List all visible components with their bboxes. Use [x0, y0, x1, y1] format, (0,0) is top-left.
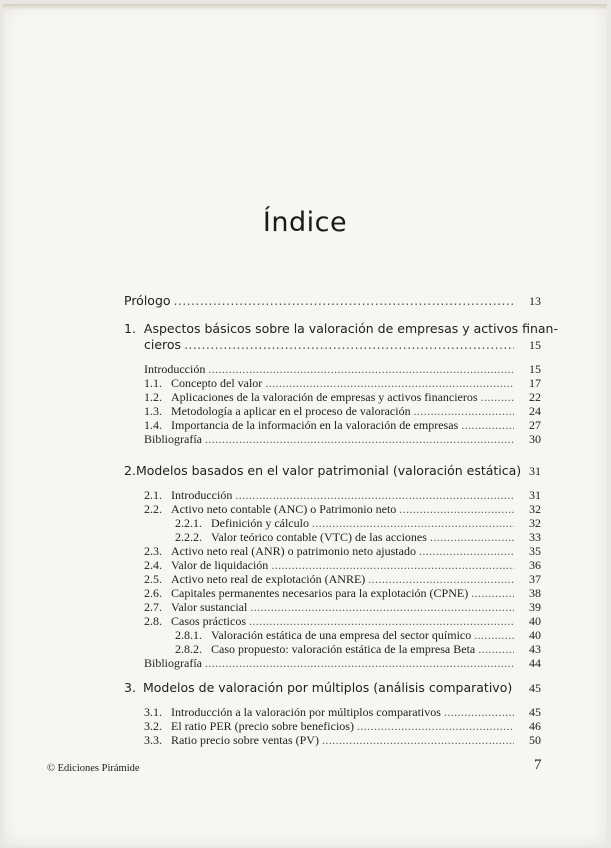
- toc-page: 15: [529, 338, 541, 352]
- toc-label: Valoración estática de una empresa del sector químico: [211, 628, 472, 642]
- toc-leader: [235, 488, 514, 503]
- toc-number: 3.: [124, 680, 136, 695]
- toc-number: 1.2.: [144, 390, 162, 404]
- toc-label: Importancia de la información en la valoración de empresas: [171, 418, 459, 432]
- toc-entry-2-1[interactable]: [144, 488, 541, 503]
- toc-entry-2-6[interactable]: [144, 586, 541, 601]
- toc-leader: [481, 390, 514, 405]
- toc-page: 32: [529, 516, 541, 530]
- toc-leader: [478, 642, 514, 657]
- toc-page: 44: [529, 656, 541, 670]
- toc-number: 3.1.: [144, 705, 162, 719]
- toc-entry-ch2-bibliografia[interactable]: [144, 656, 541, 671]
- toc-prologo[interactable]: [124, 293, 541, 309]
- toc-entry-2-2[interactable]: [144, 502, 541, 517]
- toc-label: Activo neto real (ANR) o patrimonio neto ajustado: [171, 544, 416, 558]
- toc-page: 40: [529, 628, 541, 642]
- toc-page: 39: [529, 600, 541, 614]
- toc-page: 40: [529, 614, 541, 628]
- toc-leader: [322, 733, 514, 748]
- toc-leader: [444, 705, 514, 720]
- toc-label: Valor teórico contable (VTC) de las acciones: [211, 530, 427, 544]
- toc-page: 31: [529, 464, 541, 478]
- toc-leader: [205, 656, 514, 671]
- toc-number: 1.4.: [144, 418, 162, 432]
- toc-leader: [312, 516, 514, 531]
- toc-number: 1.: [124, 321, 136, 336]
- toc-chapter-1[interactable]: [144, 337, 541, 353]
- toc-label: El ratio PER (precio sobre beneficios): [171, 719, 354, 733]
- toc-entry-ch1-intro[interactable]: [144, 362, 541, 377]
- toc-leader: [208, 362, 514, 377]
- toc-number: 2.2.2.: [175, 530, 202, 544]
- toc-chapter-1-title-line1[interactable]: [124, 321, 558, 336]
- toc-entry-3-1[interactable]: [144, 705, 541, 720]
- page-top-edge: [3, 4, 607, 10]
- toc-entry-1-4[interactable]: [144, 418, 541, 433]
- toc-leader: [271, 558, 514, 573]
- toc-entry-2-5[interactable]: [144, 572, 541, 587]
- toc-page: 22: [529, 390, 541, 404]
- toc-leader: [357, 719, 514, 734]
- toc-page: 33: [529, 530, 541, 544]
- toc-entry-2-4[interactable]: [144, 558, 541, 573]
- toc-leader: [174, 293, 514, 308]
- toc-page: 35: [529, 544, 541, 558]
- toc-label: Valor de liquidación: [171, 558, 269, 572]
- toc-page: 24: [529, 404, 541, 418]
- toc-leader: [250, 600, 514, 615]
- toc-number: 2.4.: [144, 558, 162, 572]
- toc-number: 2.2.: [144, 502, 162, 516]
- toc-entry-2-3[interactable]: [144, 544, 541, 559]
- toc-entry-2-8-1[interactable]: [175, 628, 541, 643]
- toc-label: Valor sustancial: [171, 600, 248, 614]
- toc-page: 43: [529, 642, 541, 656]
- toc-leader: [430, 530, 514, 545]
- toc-number: 3.2.: [144, 719, 162, 733]
- toc-leader: [249, 614, 514, 629]
- toc-label: Activo neto contable (ANC) o Patrimonio neto: [171, 502, 397, 516]
- toc-page: 13: [529, 294, 541, 308]
- toc-page: 37: [529, 572, 541, 586]
- toc-number: 2.8.1.: [175, 628, 202, 642]
- toc-label: Aspectos básicos sobre la valoración de empresas y activos finan-: [143, 321, 558, 336]
- toc-entry-1-3[interactable]: [144, 404, 541, 419]
- toc-entry-1-1[interactable]: [144, 376, 541, 391]
- toc-number: 2.: [124, 463, 136, 478]
- toc-leader: [419, 544, 514, 559]
- toc-label: Concepto del valor: [171, 376, 263, 390]
- toc-entry-2-7[interactable]: [144, 600, 541, 615]
- toc-label: Introducción a la valoración por múltiplos comparativos: [171, 705, 441, 719]
- toc-number: 2.2.1.: [175, 516, 202, 530]
- toc-number: 3.3.: [144, 733, 162, 747]
- toc-page: 50: [529, 733, 541, 747]
- toc-label: Introducción: [171, 488, 233, 502]
- toc-label: Modelos basados en el valor patrimonial (valoración estática): [135, 463, 522, 478]
- toc-page: 17: [529, 376, 541, 390]
- toc-leader: [368, 572, 514, 587]
- toc-leader: [461, 418, 514, 433]
- toc-page: 27: [529, 418, 541, 432]
- toc-number: 2.5.: [144, 572, 162, 586]
- toc-label: cieros: [144, 337, 182, 352]
- toc-entry-2-2-1[interactable]: [175, 516, 541, 531]
- toc-number: 2.3.: [144, 544, 162, 558]
- toc-entry-2-8-2[interactable]: [175, 642, 541, 657]
- toc-label: Caso propuesto: valoración estática de la empresa Beta: [211, 642, 476, 656]
- toc-number: 1.1.: [144, 376, 162, 390]
- toc-page: 30: [529, 432, 541, 446]
- toc-leader: [205, 432, 514, 447]
- toc-label: Bibliografía: [144, 432, 202, 446]
- page-title: Índice: [262, 207, 348, 238]
- toc-label: Metodología a aplicar en el proceso de valoración: [171, 404, 411, 418]
- toc-label: Modelos de valoración por múltiplos (análisis comparativo): [142, 680, 513, 695]
- footer-publisher: © Ediciones Pirámide: [47, 763, 140, 774]
- toc-label: Prólogo: [124, 293, 171, 308]
- book-page: [3, 4, 607, 846]
- toc-page: 36: [529, 558, 541, 572]
- toc-leader: [471, 586, 514, 601]
- toc-label: Activo neto real de explotación (ANRE): [171, 572, 366, 586]
- toc-label: Casos prácticos: [171, 614, 246, 628]
- toc-entry-2-8[interactable]: [144, 614, 541, 629]
- toc-leader: [399, 502, 514, 517]
- toc-number: 1.3.: [144, 404, 162, 418]
- toc-number: 2.8.: [144, 614, 162, 628]
- toc-leader: [474, 628, 514, 643]
- toc-leader: [184, 337, 514, 352]
- toc-page: 31: [529, 488, 541, 502]
- toc-number: 2.8.2.: [175, 642, 202, 656]
- toc-page: 38: [529, 586, 541, 600]
- toc-page: 15: [529, 362, 541, 376]
- toc-label: Capitales permanentes necesarios para la explotación (CPNE): [171, 586, 469, 600]
- toc-page: 45: [529, 705, 541, 719]
- toc-label: Introducción: [144, 362, 206, 376]
- toc-label: Bibliografía: [144, 656, 202, 670]
- toc-page: 46: [529, 719, 541, 733]
- toc-entry-ch1-bibliografia[interactable]: [144, 432, 541, 447]
- toc-chapter-2[interactable]: [124, 463, 541, 479]
- toc-entry-2-2-2[interactable]: [175, 530, 541, 545]
- toc-number: 2.7.: [144, 600, 162, 614]
- toc-entry-1-2[interactable]: [144, 390, 541, 405]
- toc-entry-3-2[interactable]: [144, 719, 541, 734]
- toc-chapter-3[interactable]: [124, 680, 541, 696]
- toc-page: 32: [529, 502, 541, 516]
- toc-page: 45: [529, 681, 541, 695]
- toc-number: 2.1.: [144, 488, 162, 502]
- toc-label: Definición y cálculo: [211, 516, 309, 530]
- toc-label: Aplicaciones de la valoración de empresas y activos financieros: [171, 390, 478, 404]
- toc-label: Ratio precio sobre ventas (PV): [171, 733, 319, 747]
- toc-number: 2.6.: [144, 586, 162, 600]
- toc-leader: [265, 376, 514, 391]
- footer-page-number: 7: [534, 757, 542, 773]
- toc-entry-3-3[interactable]: [144, 733, 541, 748]
- toc-leader: [414, 404, 514, 419]
